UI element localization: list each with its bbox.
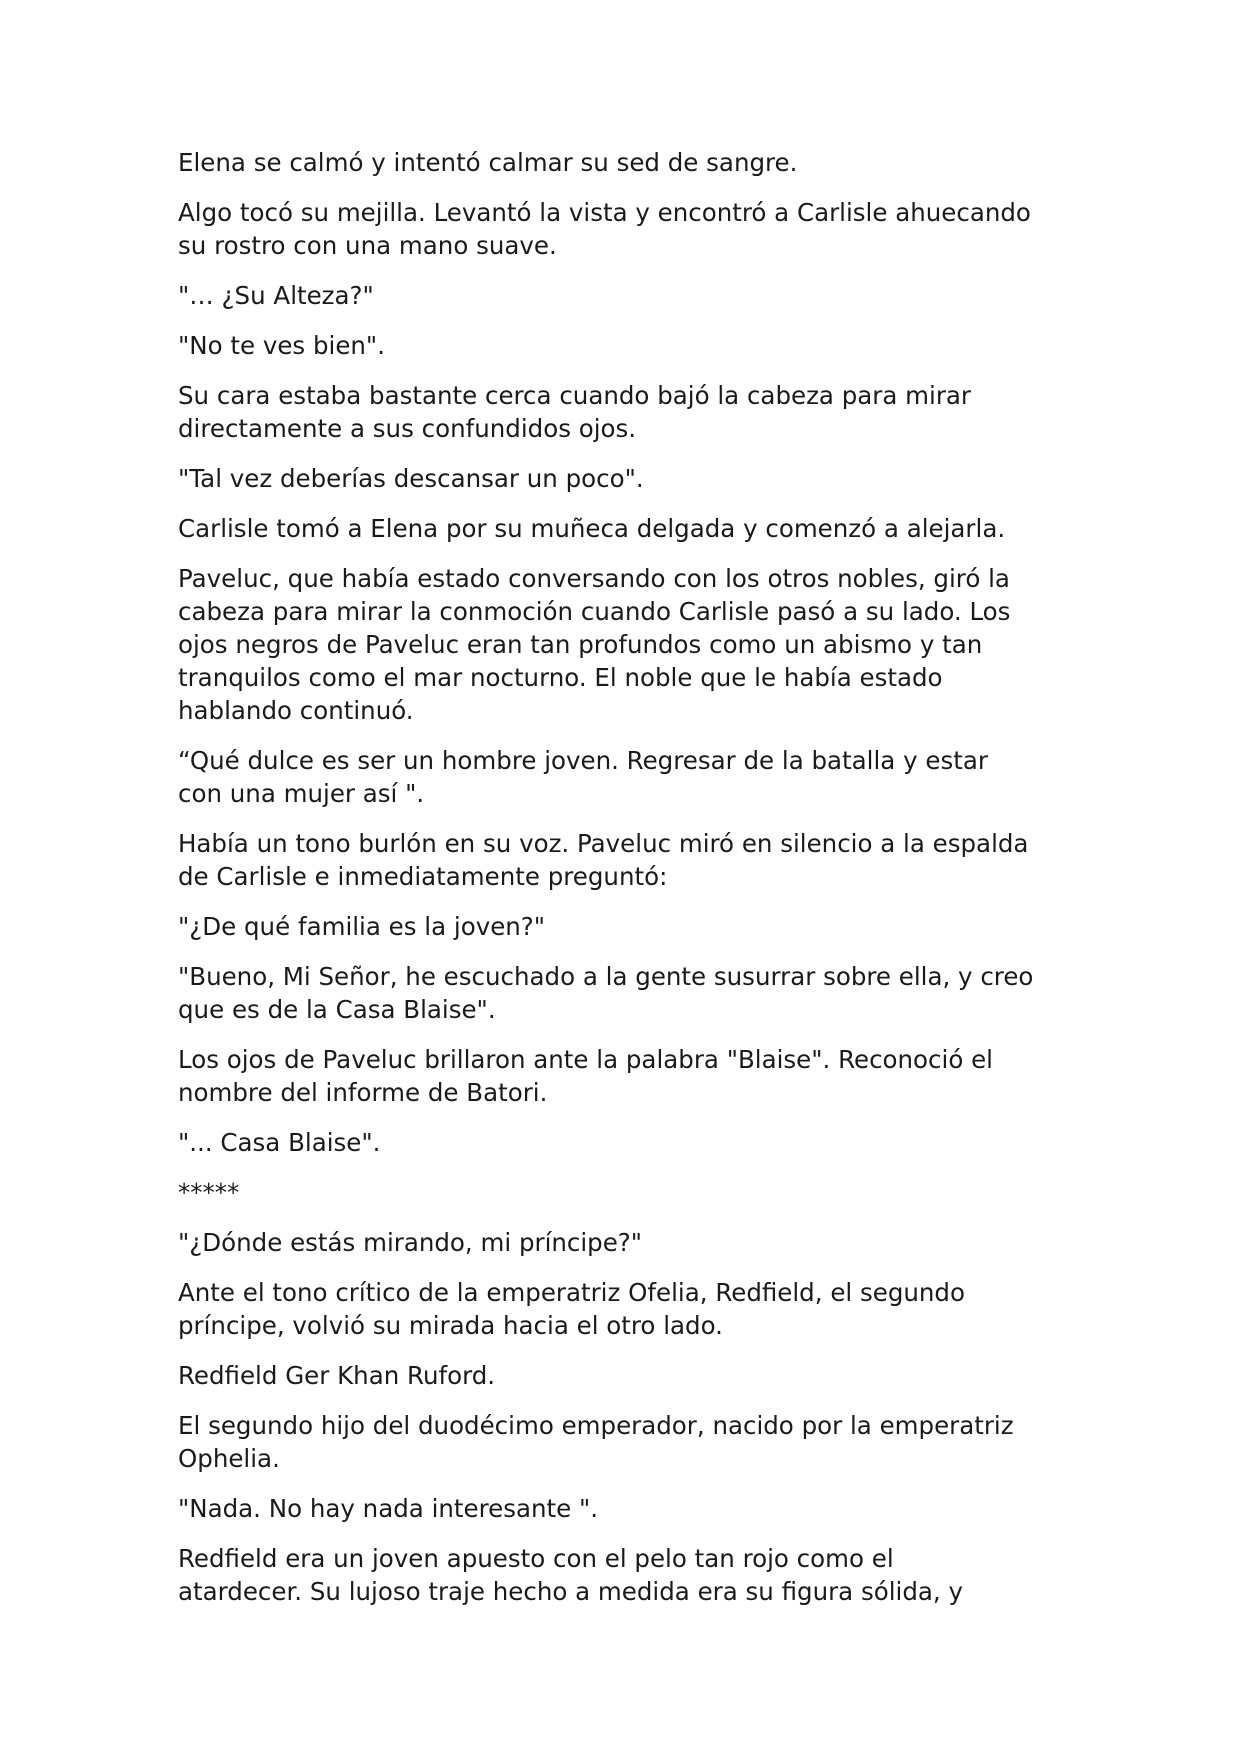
text-line: Elena se calmó y intentó calmar su sed de sangre. <box>178 148 798 177</box>
text-line: hablando continuó. <box>178 696 414 725</box>
text-line: directamente a sus confundidos ojos. <box>178 414 637 443</box>
paragraph <box>178 960 1078 1026</box>
text-line: ***** <box>178 1178 240 1207</box>
text-line: nombre del informe de Batori. <box>178 1078 548 1107</box>
paragraph <box>178 512 1078 545</box>
text-line: ojos negros de Paveluc eran tan profundos como un abismo y tan <box>178 630 983 659</box>
text-line: El segundo hijo del duodécimo emperador, nacido por la emperatriz <box>178 1411 1014 1440</box>
text-line: "Tal vez deberías descansar un poco". <box>178 464 644 493</box>
text-line: Su cara estaba bastante cerca cuando bajó la cabeza para mirar <box>178 381 971 410</box>
document-page <box>178 146 1078 1625</box>
paragraph <box>178 1359 1078 1392</box>
paragraph <box>178 146 1078 179</box>
text-line: atardecer. Su lujoso traje hecho a medida era su figura sólida, y <box>178 1577 963 1606</box>
paragraph <box>178 329 1078 362</box>
paragraph <box>178 744 1078 810</box>
paragraph <box>178 279 1078 312</box>
paragraph <box>178 1542 1078 1608</box>
text-line: "… ¿Su Alteza?" <box>178 281 374 310</box>
text-line: Algo tocó su mejilla. Levantó la vista y encontró a Carlisle ahuecando <box>178 198 1031 227</box>
text-line: de Carlisle e inmediatamente preguntó: <box>178 862 668 891</box>
paragraph <box>178 910 1078 943</box>
text-line: Redfield Ger Khan Ruford. <box>178 1361 496 1390</box>
text-line: Redfield era un joven apuesto con el pelo tan rojo como el <box>178 1544 894 1573</box>
paragraph <box>178 1043 1078 1109</box>
paragraph <box>178 196 1078 262</box>
text-line: "Nada. No hay nada interesante ". <box>178 1494 599 1523</box>
text-line: cabeza para mirar la conmoción cuando Carlisle pasó a su lado. Los <box>178 597 1011 626</box>
text-line: "No te ves bien". <box>178 331 385 360</box>
text-line: "... Casa Blaise". <box>178 1128 381 1157</box>
text-line: con una mujer así ". <box>178 779 425 808</box>
paragraph <box>178 1492 1078 1525</box>
paragraph <box>178 462 1078 495</box>
text-line: Ophelia. <box>178 1444 280 1473</box>
paragraph <box>178 562 1078 727</box>
text-line: "¿De qué familia es la joven?" <box>178 912 546 941</box>
paragraph <box>178 827 1078 893</box>
text-line: que es de la Casa Blaise". <box>178 995 496 1024</box>
paragraph <box>178 1276 1078 1342</box>
text-line: príncipe, volvió su mirada hacia el otro lado. <box>178 1311 723 1340</box>
text-line: Ante el tono crítico de la emperatriz Ofelia, Redfield, el segundo <box>178 1278 965 1307</box>
text-line: su rostro con una mano suave. <box>178 231 557 260</box>
paragraph <box>178 379 1078 445</box>
text-line: "Bueno, Mi Señor, he escuchado a la gente susurrar sobre ella, y creo <box>178 962 1034 991</box>
text-line: tranquilos como el mar nocturno. El noble que le había estado <box>178 663 943 692</box>
section-separator <box>178 1176 1078 1209</box>
text-line: “Qué dulce es ser un hombre joven. Regresar de la batalla y estar <box>178 746 988 775</box>
paragraph <box>178 1226 1078 1259</box>
text-line: Carlisle tomó a Elena por su muñeca delgada y comenzó a alejarla. <box>178 514 1006 543</box>
text-line: Había un tono burlón en su voz. Paveluc miró en silencio a la espalda <box>178 829 1029 858</box>
paragraph <box>178 1409 1078 1475</box>
text-line: Los ojos de Paveluc brillaron ante la palabra "Blaise". Reconoció el <box>178 1045 993 1074</box>
paragraph <box>178 1126 1078 1159</box>
text-line: Paveluc, que había estado conversando con los otros nobles, giró la <box>178 564 1010 593</box>
text-line: "¿Dónde estás mirando, mi príncipe?" <box>178 1228 643 1257</box>
